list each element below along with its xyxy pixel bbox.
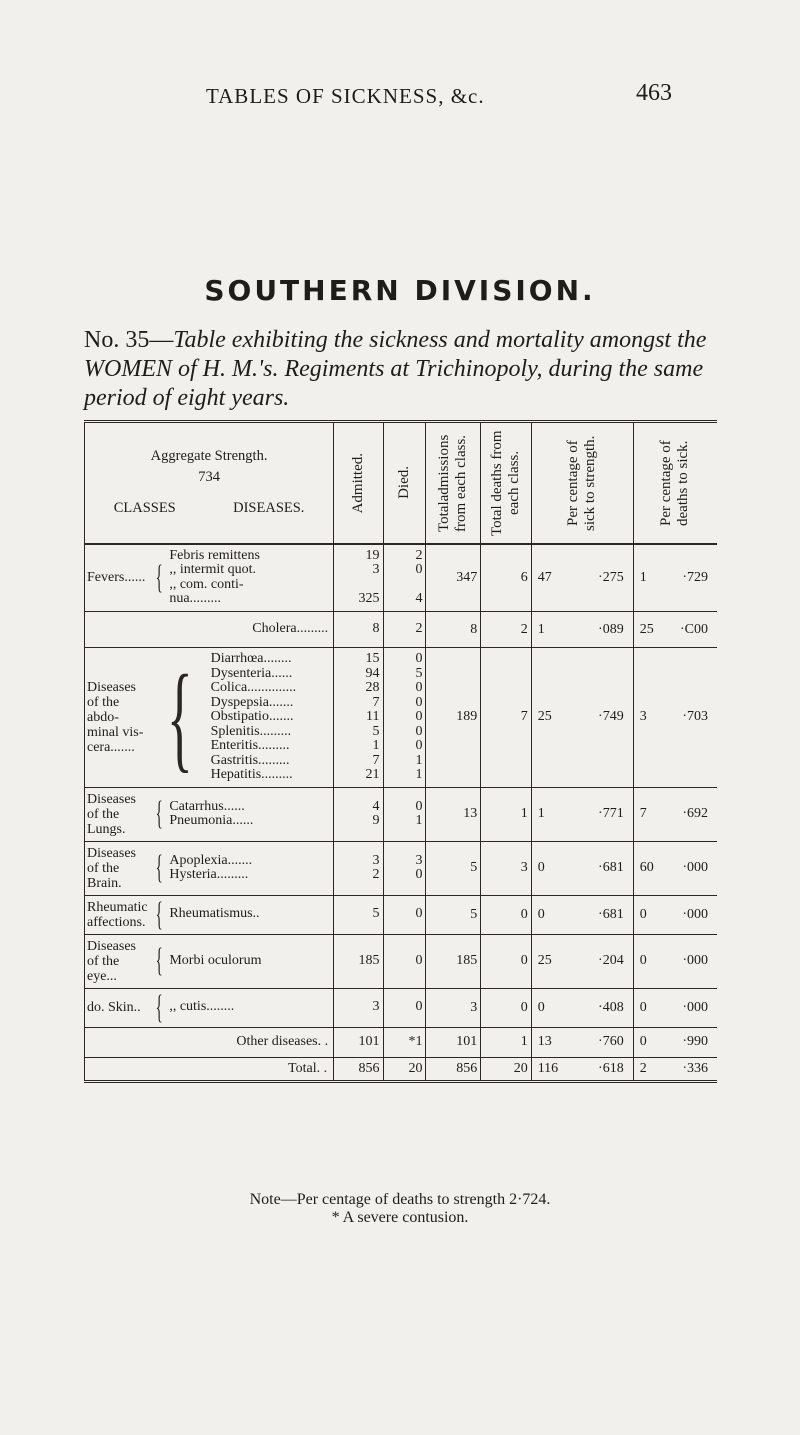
disease-name: Other diseases. . [236,1033,329,1049]
pct-deaths-decimal: ·C00 [680,621,708,637]
total-pct-deaths-integer: 2 [639,1060,647,1076]
header-pct-sick: Per centage of sick to strength. [531,422,633,544]
table-row [85,841,718,895]
table-header-row [85,422,718,544]
total-deaths-cell [481,648,531,788]
admitted-cell [334,1027,383,1057]
pct-sick-integer: 1 [537,806,545,821]
pct-deaths-decimal: ·703 [682,709,708,725]
total-deaths-value: 3 [520,860,528,875]
admitted-value: 5 [372,723,380,739]
total-admissions-value: 3 [470,999,478,1015]
admitted-value: 19 [365,547,380,563]
total-died: 20 [383,1057,426,1081]
total-pct-deaths [633,1057,717,1081]
disease-name: Dyspepsia....... [210,694,294,710]
brace-icon: { [155,895,163,933]
disease-name: Hysteria......... [169,867,249,882]
pct-sick-cell [531,612,633,648]
admitted-cell [334,544,383,612]
pct-sick-decimal: ·408 [598,999,624,1015]
sickness-table [84,420,717,1083]
total-total-deaths: 20 [481,1057,531,1081]
header-total-admissions: Totaladmissions from each class. [426,422,481,544]
pct-sick-decimal: ·681 [598,860,624,875]
admitted-cell [334,841,383,895]
note-footnote: * A severe contusion. [331,1209,469,1226]
table-title [84,326,744,413]
total-deaths-cell [481,841,531,895]
admitted-value: 21 [365,767,380,782]
pct-deaths-decimal: ·990 [682,1034,708,1049]
pct-sick-integer: 47 [537,569,552,585]
total-admissions-cell [426,787,481,841]
total-admissions-value: 5 [470,860,478,875]
class-name: Diseases of the eye... [87,938,136,984]
total-admitted: 856 [334,1057,383,1081]
pct-deaths-integer: 3 [639,709,647,725]
died-value: 0 [415,952,423,968]
table-row [85,895,718,934]
disease-name: Morbi oculorum [169,952,262,968]
pct-deaths-cell [633,895,717,934]
pct-deaths-decimal: ·000 [682,999,708,1015]
page-number: 463 [636,80,672,106]
died-value: 0 [415,906,423,922]
died-value [384,578,423,593]
died-value: 4 [415,591,423,607]
died-cell [383,1027,426,1057]
aggregate-strength-label: Aggregate Strength. [150,448,268,465]
died-value: 0 [415,709,423,724]
disease-name: Cholera......... [252,621,329,637]
pct-deaths-integer: 0 [639,999,647,1015]
pct-deaths-integer: 0 [639,906,647,922]
died-cell [383,841,426,895]
running-head: TABLES OF SICKNESS, &c. [206,84,485,108]
died-value: 0 [415,680,423,695]
died-value: 0 [415,562,423,578]
died-value: 2 [415,547,423,563]
pct-deaths-integer: 7 [639,806,647,821]
disease-name: ,, com. conti- [169,576,244,592]
died-value: 0 [415,694,423,710]
died-cell [383,934,426,988]
class-diseases-cell [85,544,334,612]
total-admissions-value: 8 [470,621,478,637]
class-name: Diseases of the Brain. [87,845,136,891]
pct-sick-integer: 0 [537,860,545,875]
total-pct-sick [531,1057,633,1081]
table-number: No. 35— [84,327,174,353]
pct-sick-cell [531,787,633,841]
pct-sick-cell [531,934,633,988]
pct-sick-integer: 25 [537,709,552,725]
class-name: Fevers...... [87,570,146,586]
admitted-value: 2 [372,867,380,882]
division-heading: SOUTHERN DIVISION. [204,274,596,307]
total-deaths-value: 0 [520,999,528,1015]
pct-deaths-cell [633,612,717,648]
total-deaths-cell [481,787,531,841]
died-value: 0 [415,723,423,739]
pct-sick-integer: 0 [537,999,545,1015]
pct-deaths-cell [633,787,717,841]
total-admissions-cell [426,841,481,895]
disease-name: Dysenteria...... [210,665,293,681]
admitted-cell [334,648,383,788]
disease-name: Catarrhus...... [169,798,245,814]
total-deaths-cell [481,988,531,1027]
admitted-value: 15 [365,651,380,666]
pct-sick-decimal: ·204 [598,953,624,968]
pct-sick-integer: 13 [537,1034,552,1049]
total-admissions-value: 185 [456,953,478,968]
pct-deaths-cell [633,544,717,612]
class-diseases-cell [85,895,334,934]
table-body [85,544,718,1082]
admitted-value: 3 [372,562,380,578]
brace-icon: { [155,558,163,596]
table-row [85,787,718,841]
disease-name: Enteritis......... [210,738,290,753]
admitted-value: 11 [366,709,380,724]
died-value: 1 [415,752,423,768]
pct-sick-decimal: ·089 [598,621,624,637]
admitted-value: 5 [372,906,380,922]
pct-deaths-integer: 0 [639,1034,647,1049]
total-pct-deaths-decimal: ·336 [682,1060,708,1076]
total-admissions-cell [426,934,481,988]
table-row [85,612,718,648]
died-cell [383,544,426,612]
admitted-value: 9 [372,813,380,828]
class-diseases-cell [85,648,334,788]
pct-sick-decimal: ·275 [598,569,624,585]
total-admissions-cell [426,988,481,1027]
pct-deaths-cell [633,1027,717,1057]
pct-sick-decimal: ·771 [598,806,624,821]
class-diseases-cell [85,1027,334,1057]
pct-sick-cell [531,544,633,612]
pct-sick-decimal: ·760 [598,1034,624,1049]
class-diseases-cell [85,934,334,988]
pct-sick-cell [531,841,633,895]
class-diseases-cell [85,841,334,895]
pct-sick-integer: 25 [537,953,552,968]
admitted-value: 3 [372,999,380,1015]
pct-deaths-decimal: ·000 [682,860,708,875]
pct-sick-integer: 0 [537,906,545,922]
disease-name: Diarrhœa........ [210,651,292,666]
disease-name: nua......... [169,591,222,607]
brace-icon: { [155,849,163,886]
admitted-value: 7 [372,752,380,768]
table-row [85,934,718,988]
died-cell [383,895,426,934]
disease-name: ,, cutis........ [169,999,235,1015]
diseases-label: DISEASES. [233,500,305,517]
pct-sick-integer: 1 [537,621,545,637]
header-pct-deaths: Per centage of deaths to sick. [633,422,717,544]
class-diseases-cell [85,787,334,841]
total-admissions-value: 13 [463,806,478,821]
total-pct-sick-decimal: ·618 [598,1060,624,1076]
admitted-value: 7 [372,694,380,710]
admitted-value: 1 [372,738,380,753]
admitted-value: 4 [372,798,380,814]
admitted-cell [334,895,383,934]
table-notes [0,1191,800,1227]
pct-sick-decimal: ·681 [598,906,624,922]
died-value: 3 [415,852,423,868]
disease-name: Apoplexia....... [169,852,253,868]
admitted-cell [334,988,383,1027]
total-admissions-value: 101 [456,1034,478,1049]
died-cell [383,988,426,1027]
died-value: 5 [415,665,423,681]
died-value: *1 [408,1033,423,1049]
total-deaths-cell [481,895,531,934]
total-deaths-cell [481,1027,531,1057]
total-deaths-value: 1 [520,806,528,821]
total-admissions-cell [426,1027,481,1057]
died-value: 2 [415,621,423,637]
admitted-value: 185 [358,952,380,968]
table-row [85,1027,718,1057]
admitted-value: 94 [365,665,380,681]
note-deaths-to-strength: Note—Per centage of deaths to strength 2·724. [249,1191,551,1208]
disease-name: Febris remittens [169,547,260,563]
pct-sick-cell [531,1027,633,1057]
brace-icon: { [155,988,163,1026]
died-cell [383,648,426,788]
disease-name: Obstipatio....... [210,709,294,724]
disease-name: Rheumatismus.. [169,906,260,922]
pct-deaths-decimal: ·729 [682,569,708,585]
total-pct-sick-integer: 116 [537,1060,559,1076]
total-deaths-value: 6 [520,569,528,585]
brace-icon: { [155,942,163,979]
total-deaths-cell [481,934,531,988]
pct-deaths-integer: 1 [639,569,647,585]
admitted-value: 325 [358,591,380,607]
died-value: 0 [415,867,423,882]
total-label: Total. . [85,1057,334,1081]
died-value: 1 [415,813,423,828]
pct-deaths-integer: 0 [639,953,647,968]
class-diseases-cell [85,988,334,1027]
total-total-admissions: 856 [426,1057,481,1081]
disease-name: Hepatitis......... [210,767,293,782]
table-caption: Table exhibiting the sickness and mortality amongst the WOMEN of H. M.'s. Regiments at Trichinopoly, during the same period of eight years. [84,327,707,411]
class-name: Diseases of the Lungs. [87,791,136,837]
pct-deaths-cell [633,841,717,895]
admitted-value: 3 [372,852,380,868]
pct-sick-cell [531,648,633,788]
died-value: 1 [415,767,423,782]
brace-icon: { [166,650,193,784]
pct-deaths-decimal: ·000 [682,906,708,922]
total-admissions-cell [426,612,481,648]
total-admissions-value: 347 [456,569,478,585]
admitted-cell [334,612,383,648]
pct-deaths-cell [633,934,717,988]
total-row [85,1057,718,1081]
table-row [85,544,718,612]
header-classes-diseases [85,422,334,544]
admitted-value: 8 [372,621,380,637]
admitted-value [334,578,379,593]
total-admissions-value: 5 [470,906,478,922]
total-admissions-cell [426,895,481,934]
header-admitted: Admitted. [334,422,383,544]
brace-icon: { [155,795,163,832]
pct-deaths-cell [633,648,717,788]
class-name: do. Skin.. [87,1000,141,1015]
disease-name: Splenitis......... [210,723,292,739]
total-deaths-cell [481,544,531,612]
header-died: Died. [383,422,426,544]
total-deaths-value: 0 [520,953,528,968]
pct-sick-cell [531,988,633,1027]
died-value: 0 [415,798,423,814]
total-deaths-value: 7 [520,709,528,725]
admitted-cell [334,787,383,841]
died-value: 0 [415,999,423,1015]
died-value: 0 [415,651,423,666]
class-name: Diseases of the abdo-minal vis-cera....... [87,679,144,755]
total-deaths-value: 2 [520,621,528,637]
class-diseases-cell [85,612,334,648]
pct-deaths-decimal: ·692 [682,806,708,821]
table-row [85,988,718,1027]
pct-deaths-decimal: ·000 [682,953,708,968]
total-admissions-value: 189 [456,709,478,725]
aggregate-strength-value: 734 [198,469,220,486]
pct-deaths-integer: 60 [639,860,654,875]
total-admissions-cell [426,544,481,612]
admitted-value: 101 [358,1033,380,1049]
total-admissions-cell [426,648,481,788]
total-deaths-value: 0 [520,906,528,922]
disease-name: ,, intermit quot. [169,562,257,578]
disease-name: Gastritis......... [210,752,290,768]
total-deaths-cell [481,612,531,648]
pct-sick-decimal: ·749 [598,709,624,725]
total-deaths-value: 1 [520,1034,528,1049]
disease-name: Pneumonia...... [169,813,254,828]
classes-label: CLASSES [113,500,176,517]
admitted-value: 28 [365,680,380,695]
header-total-deaths: Total deaths from each class. [481,422,531,544]
pct-deaths-integer: 25 [639,621,654,637]
died-cell [383,787,426,841]
pct-deaths-cell [633,988,717,1027]
died-value: 0 [415,738,423,753]
table-row [85,648,718,788]
died-cell [383,612,426,648]
class-name: Rheumatic affections. [87,899,148,930]
pct-sick-cell [531,895,633,934]
admitted-cell [334,934,383,988]
disease-name: Colica.............. [210,680,297,695]
